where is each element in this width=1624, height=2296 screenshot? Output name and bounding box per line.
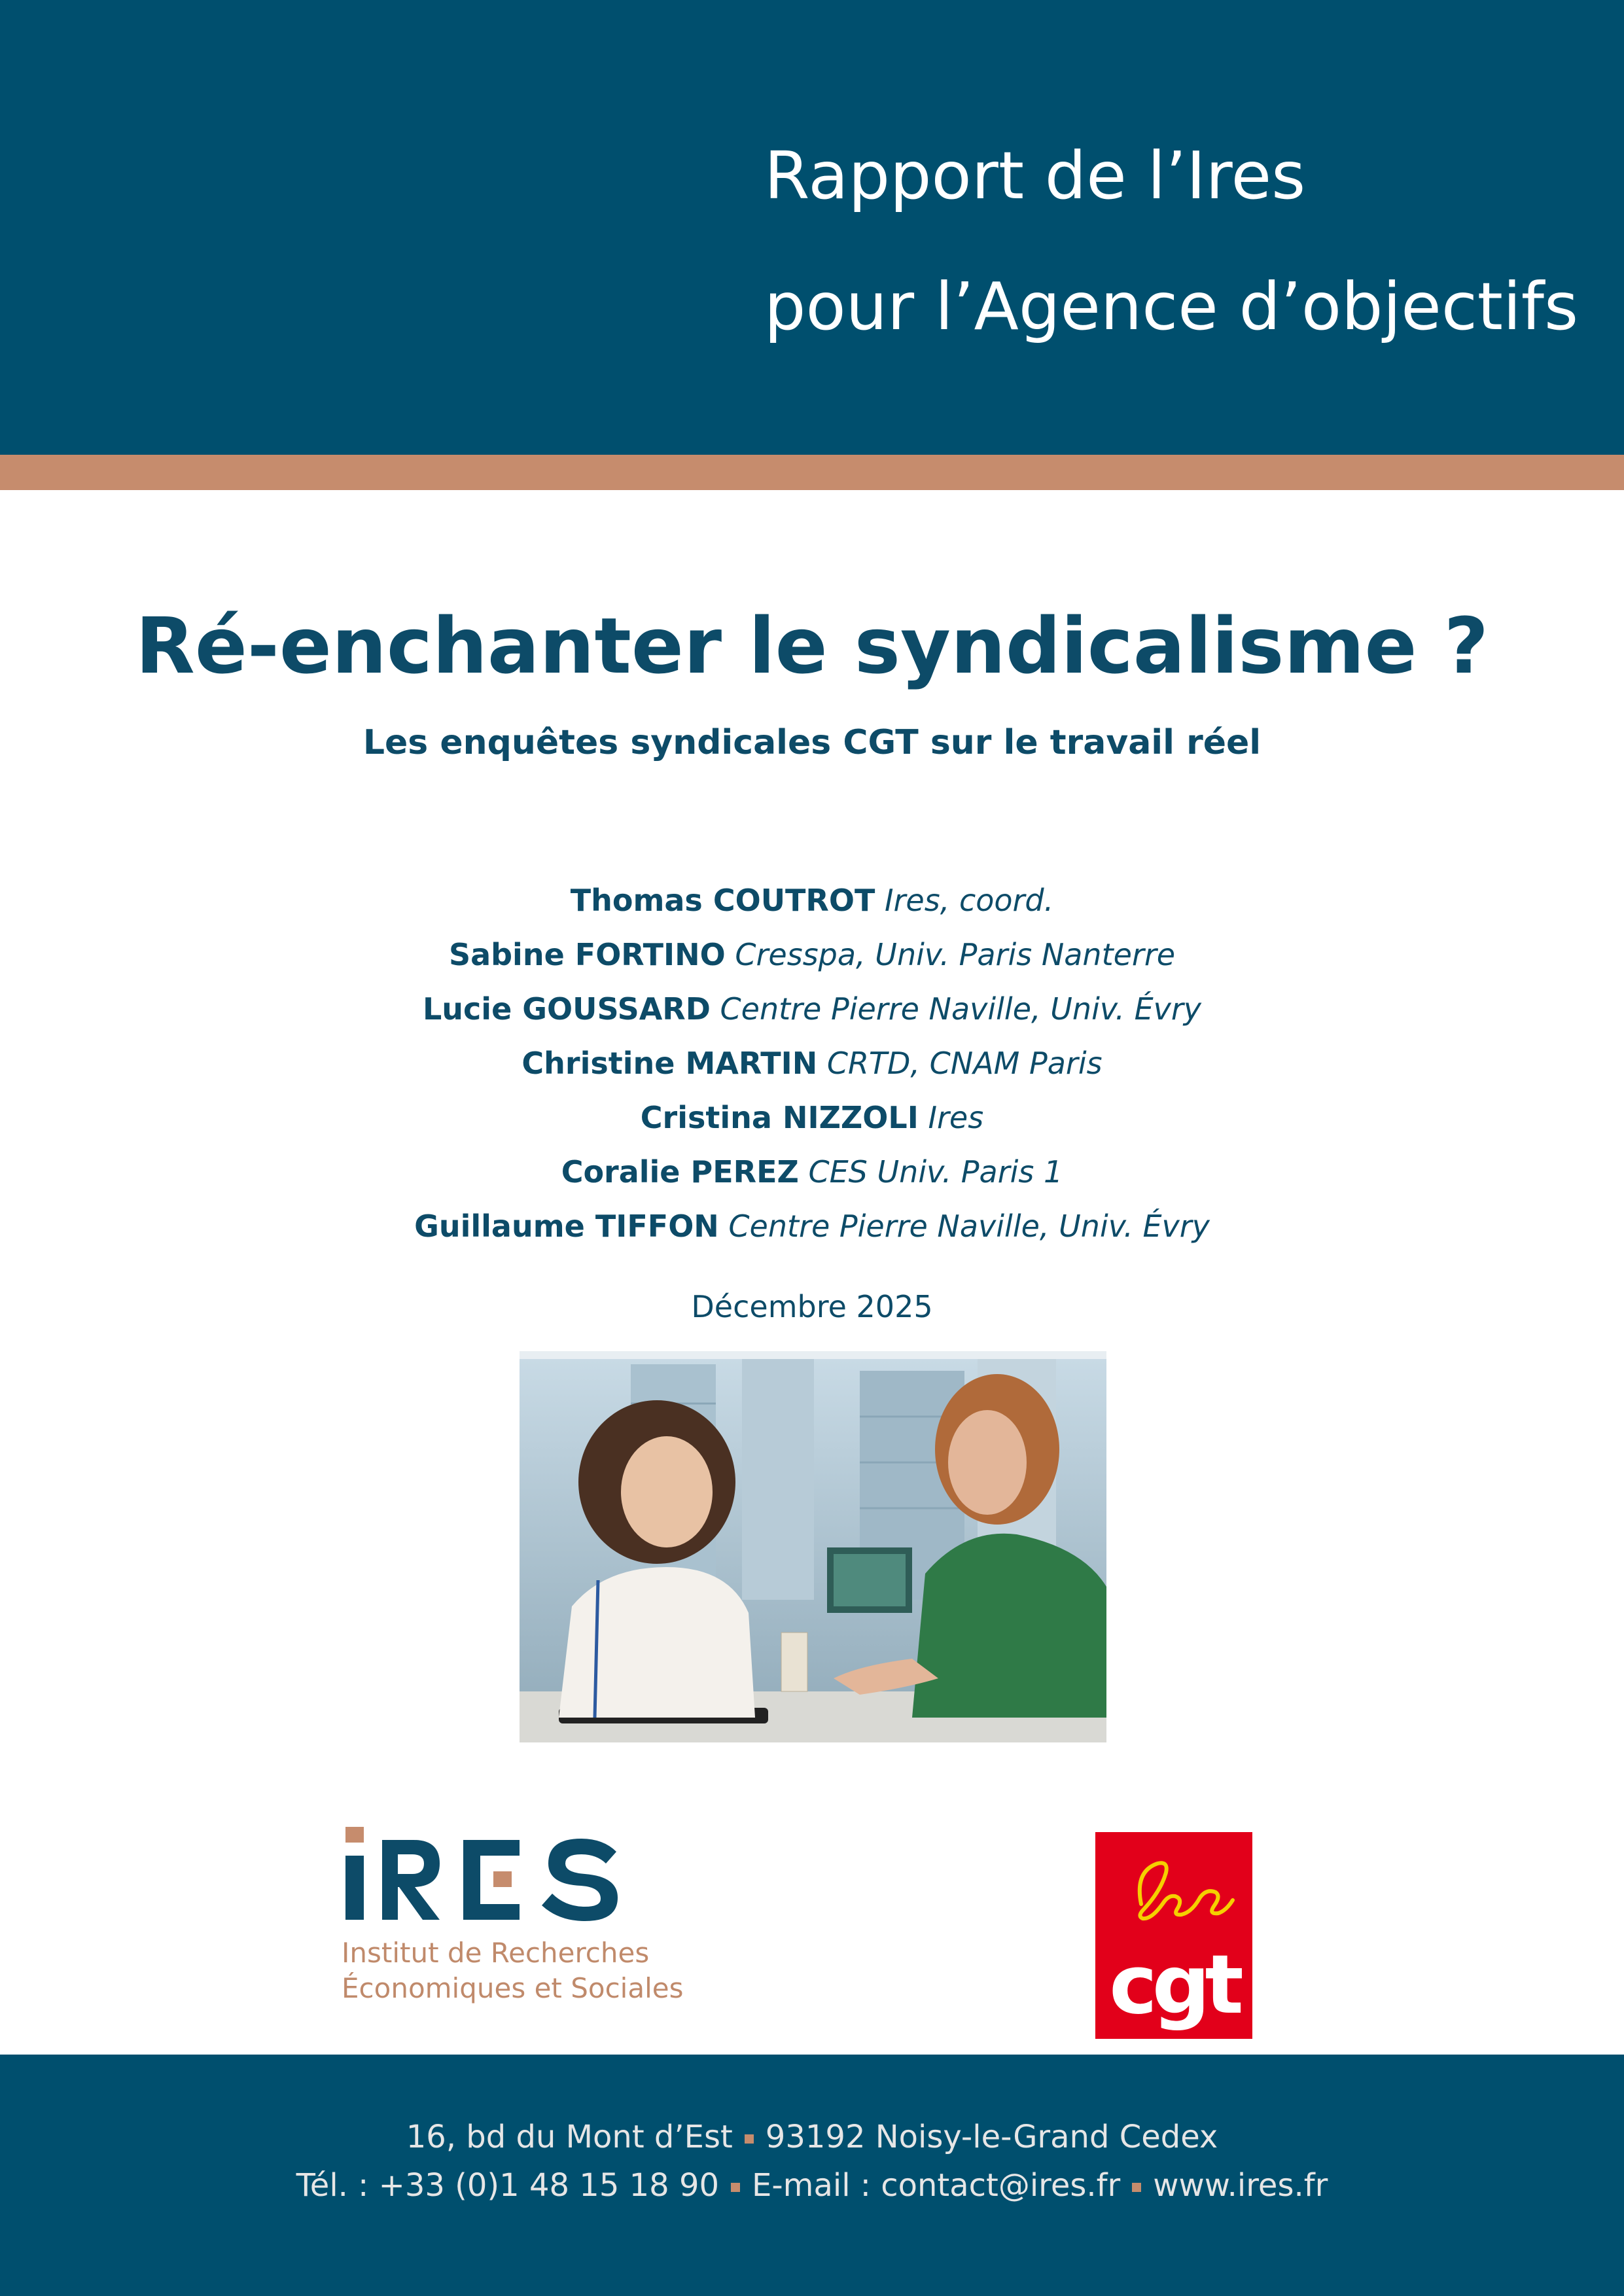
- footer-contact: [0, 2167, 1624, 2204]
- author-affiliation: CRTD, CNAM Paris: [826, 1046, 1103, 1081]
- author-line: [0, 874, 1624, 928]
- author-affiliation: CES Univ. Paris 1: [808, 1154, 1063, 1190]
- ires-wordmark: [342, 1826, 636, 1924]
- publication-date: Décembre 2025: [691, 1289, 933, 1324]
- author-affiliation: Ires, coord.: [884, 883, 1054, 918]
- author-name: Thomas COUTROT: [570, 883, 875, 918]
- author-line: [0, 1091, 1624, 1145]
- cgt-logo-word: cgt: [1109, 1938, 1239, 2032]
- cgt-logo: [1095, 1832, 1252, 2039]
- footer-email[interactable]: E-mail : contact@ires.fr: [752, 2167, 1121, 2204]
- author-name: Lucie GOUSSARD: [422, 991, 711, 1027]
- author-line: [0, 1036, 1624, 1091]
- author-affiliation: Centre Pierre Naville, Univ. Évry: [720, 991, 1201, 1027]
- cover-photo-illustration: [520, 1351, 1106, 1742]
- separator-square-icon: [731, 2183, 740, 2192]
- author-list: [0, 874, 1624, 1254]
- ires-name-line-1: Institut de Recherches: [342, 1937, 650, 1969]
- ires-name-line-2: Économiques et Sociales: [342, 1972, 684, 2004]
- author-affiliation: Centre Pierre Naville, Univ. Évry: [728, 1209, 1210, 1244]
- header-band: [0, 0, 1624, 455]
- author-line: [0, 1145, 1624, 1199]
- separator-square-icon: [1132, 2183, 1141, 2192]
- cover-photo: [520, 1351, 1106, 1742]
- cgt-logo-mark: [1095, 1832, 1252, 2039]
- accent-strip: [0, 455, 1624, 490]
- footer-website[interactable]: www.ires.fr: [1153, 2167, 1328, 2204]
- author-line: [0, 982, 1624, 1036]
- author-name: Guillaume TIFFON: [414, 1209, 719, 1244]
- author-name: Christine MARTIN: [521, 1046, 818, 1081]
- author-line: [0, 928, 1624, 982]
- footer-address: [0, 2119, 1624, 2155]
- report-series-line-2: pour l’Agence d’objectifs: [764, 268, 1579, 345]
- report-series-line-1: Rapport de l’Ires: [764, 137, 1306, 214]
- author-name: Coralie PEREZ: [561, 1154, 799, 1190]
- ires-logo: [342, 1826, 682, 2015]
- author-affiliation: Cresspa, Univ. Paris Nanterre: [735, 937, 1176, 972]
- footer-phone: Tél. : +33 (0)1 48 15 18 90: [296, 2167, 720, 2204]
- author-name: Sabine FORTINO: [448, 937, 726, 972]
- author-line: [0, 1199, 1624, 1254]
- report-subtitle: Les enquêtes syndicales CGT sur le travail réel: [362, 723, 1262, 762]
- address-city: 93192 Noisy-le-Grand Cedex: [765, 2119, 1218, 2155]
- address-street: 16, bd du Mont d’Est: [406, 2119, 733, 2155]
- author-name: Cristina NIZZOLI: [640, 1100, 919, 1135]
- separator-square-icon: [745, 2134, 754, 2144]
- report-title: Ré-enchanter le syndicalisme ?: [135, 601, 1489, 691]
- author-affiliation: Ires: [928, 1100, 984, 1135]
